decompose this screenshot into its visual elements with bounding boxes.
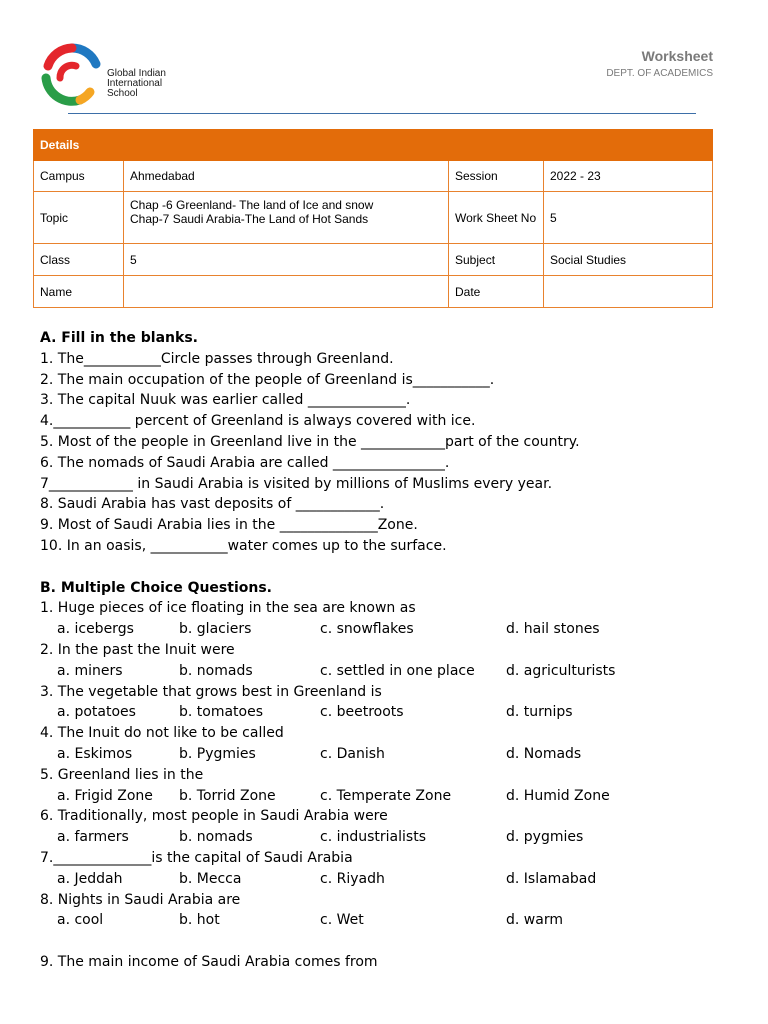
school-logo — [38, 42, 178, 104]
mcq-question: 2. In the past the Inuit were — [40, 641, 235, 658]
option-a: a. Frigid Zone — [57, 787, 153, 804]
details-table — [33, 129, 713, 308]
option-b: b. Pygmies — [179, 745, 256, 762]
option-b: b. hot — [179, 912, 220, 929]
option-a: a. icebergs — [57, 621, 134, 638]
worksheet-no-label: Work Sheet No — [449, 192, 544, 244]
name-label: Name — [34, 276, 124, 308]
name-field[interactable] — [124, 276, 449, 308]
subject-value: Social Studies — [544, 244, 713, 276]
school-name-line: International — [107, 78, 163, 89]
mcq-options — [40, 869, 740, 890]
fill-blank-question: 2. The main occupation of the people of Greenland is___________. — [40, 371, 495, 388]
mcq-question: 9. The main income of Saudi Arabia comes from — [40, 953, 378, 970]
option-d: d. Humid Zone — [506, 787, 610, 804]
option-d: d. agriculturists — [506, 662, 616, 679]
option-c: c. Wet — [320, 912, 364, 929]
mcq-question: 7.______________is the capital of Saudi Arabia — [40, 849, 353, 866]
mcq-options — [40, 661, 740, 682]
option-a: a. farmers — [57, 829, 129, 846]
school-name-line: Global Indian — [107, 68, 166, 79]
option-d: d. hail stones — [506, 621, 600, 638]
date-field[interactable] — [544, 276, 713, 308]
mcq-options — [40, 786, 740, 807]
option-b: b. nomads — [179, 662, 253, 679]
mcq-question: 4. The Inuit do not like to be called — [40, 725, 284, 742]
option-d: d. Islamabad — [506, 870, 597, 887]
school-logo-icon — [38, 42, 106, 106]
fill-blank-question: 5. Most of the people in Greenland live in the ____________part of the country. — [40, 433, 580, 450]
mcq-options — [40, 619, 740, 640]
school-name — [107, 69, 166, 99]
fill-blank-question: 6. The nomads of Saudi Arabia are called ________________. — [40, 454, 450, 471]
details-heading: Details — [34, 130, 713, 161]
option-c: c. snowflakes — [320, 621, 414, 638]
option-a: a. Jeddah — [57, 870, 123, 887]
mcq-options — [40, 827, 740, 848]
option-b: b. Mecca — [179, 870, 242, 887]
topic-label: Topic — [34, 192, 124, 244]
topic-line: Chap -6 Greenland- The land of Ice and snow — [130, 197, 374, 212]
option-d: d. pygmies — [506, 829, 584, 846]
option-a: a. cool — [57, 912, 104, 929]
option-b: b. Torrid Zone — [179, 787, 276, 804]
option-c: c. Temperate Zone — [320, 787, 452, 804]
header-divider — [68, 113, 696, 114]
section-b-title: B. Multiple Choice Questions. — [40, 579, 272, 596]
option-c: c. settled in one place — [320, 662, 475, 679]
fill-blank-question: 1. The___________Circle passes through Greenland. — [40, 350, 394, 367]
fill-blank-question: 3. The capital Nuuk was earlier called ______________. — [40, 392, 411, 409]
mcq-question: 5. Greenland lies in the — [40, 766, 204, 783]
session-label: Session — [449, 161, 544, 192]
worksheet-no-value: 5 — [544, 192, 713, 244]
mcq-options — [40, 910, 740, 931]
mcq-options — [40, 702, 740, 723]
option-a: a. Eskimos — [57, 745, 133, 762]
fill-blank-question: 4.___________ percent of Greenland is always covered with ice. — [40, 413, 476, 430]
mcq-options — [40, 744, 740, 765]
mcq-question: 8. Nights in Saudi Arabia are — [40, 891, 241, 908]
campus-label: Campus — [34, 161, 124, 192]
option-d: d. Nomads — [506, 745, 582, 762]
option-d: d. turnips — [506, 704, 573, 721]
session-value: 2022 - 23 — [544, 161, 713, 192]
school-name-line: School — [107, 88, 138, 99]
department-label: DEPT. OF ACADEMICS — [606, 68, 713, 79]
mcq-question: 3. The vegetable that grows best in Greenland is — [40, 683, 382, 700]
option-c: c. industrialists — [320, 829, 426, 846]
section-a-title: A. Fill in the blanks. — [40, 330, 198, 346]
option-b: b. glaciers — [179, 621, 252, 638]
subject-label: Subject — [449, 244, 544, 276]
option-c: c. beetroots — [320, 704, 404, 721]
worksheet-title: Worksheet — [641, 48, 713, 64]
fill-blank-question: 8. Saudi Arabia has vast deposits of ____________. — [40, 496, 385, 513]
fill-blank-question: 10. In an oasis, ___________water comes up to the surface. — [40, 537, 447, 554]
fill-blank-question: 7____________ in Saudi Arabia is visited by millions of Muslims every year. — [40, 475, 553, 492]
option-b: b. tomatoes — [179, 704, 264, 721]
topic-value — [124, 192, 449, 244]
campus-value: Ahmedabad — [124, 161, 449, 192]
option-a: a. miners — [57, 662, 123, 679]
fill-blank-question: 9. Most of Saudi Arabia lies in the ______________Zone. — [40, 517, 418, 534]
worksheet-body — [40, 328, 740, 973]
date-label: Date — [449, 276, 544, 308]
option-c: c. Danish — [320, 745, 385, 762]
option-d: d. warm — [506, 912, 563, 929]
option-a: a. potatoes — [57, 704, 136, 721]
mcq-question: 1. Huge pieces of ice floating in the sea are known as — [40, 600, 416, 617]
option-c: c. Riyadh — [320, 870, 385, 887]
mcq-question: 6. Traditionally, most people in Saudi Arabia were — [40, 808, 388, 825]
option-b: b. nomads — [179, 829, 253, 846]
topic-line: Chap-7 Saudi Arabia-The Land of Hot Sands — [130, 211, 369, 226]
class-label: Class — [34, 244, 124, 276]
class-value: 5 — [124, 244, 449, 276]
